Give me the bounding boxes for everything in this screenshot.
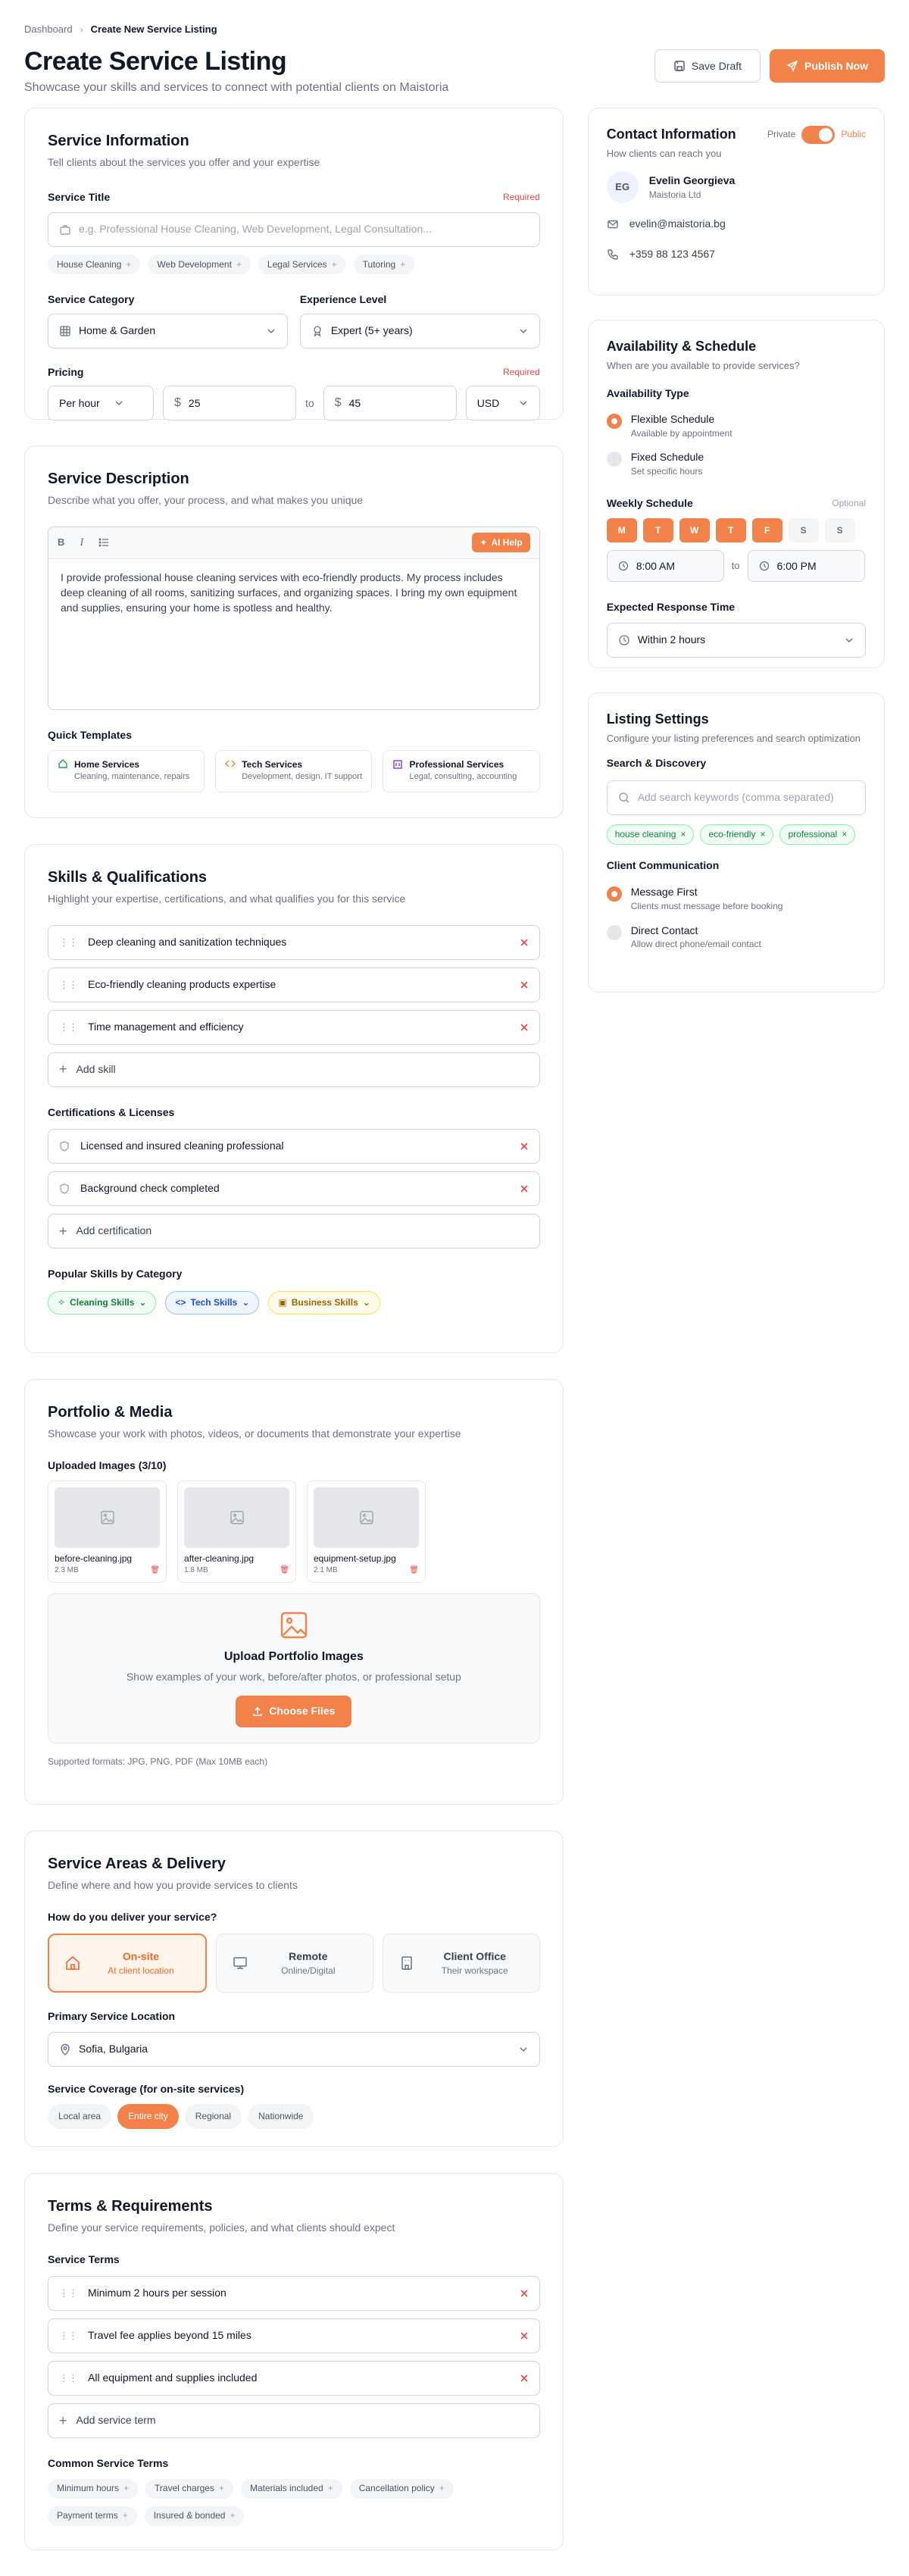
title-suggestion-chip[interactable] (48, 255, 140, 274)
skills-card (24, 844, 564, 1353)
contact-company: Maistoria Ltd (648, 189, 701, 200)
keyword-tag[interactable] (779, 824, 855, 845)
clock-icon (618, 561, 629, 571)
experience-label: Experience Level (299, 293, 387, 306)
chip-label: Web Development (157, 258, 232, 270)
service-title-input[interactable] (48, 212, 540, 247)
close-icon[interactable] (520, 938, 529, 947)
monitor-icon (232, 1955, 248, 1971)
editor-toolbar (48, 527, 539, 559)
common-term-chip[interactable] (145, 2479, 233, 2499)
plus-icon: + (59, 1223, 67, 1239)
delivery-onsite[interactable] (48, 1934, 207, 1993)
option-title: Message First (630, 886, 698, 899)
save-draft-label: Save Draft (691, 60, 742, 72)
drag-handle-icon[interactable]: ⋮⋮ (59, 2372, 77, 2384)
term-item (48, 2361, 540, 2396)
close-icon[interactable] (520, 1142, 529, 1151)
tag-label: professional (788, 828, 838, 839)
settings-desc: Configure your listing preferences and search optimization (606, 733, 861, 745)
chevron-down-icon: ⌄ (242, 1296, 250, 1308)
contact-phone[interactable]: +359 88 123 4567 (629, 247, 715, 260)
availability-desc: When are you available to provide services? (606, 360, 800, 372)
option-sub: Clients must message before booking (630, 900, 783, 911)
shield-icon (59, 1183, 70, 1194)
option-title: Fixed Schedule (630, 451, 704, 464)
plus-icon: + (123, 2483, 130, 2494)
add-term-button[interactable] (48, 2403, 540, 2438)
cert-item (48, 1171, 540, 1206)
term-text: Minimum 2 hours per session (88, 2287, 226, 2299)
delivery-sub: At client location (108, 1965, 174, 1976)
day-tuesday[interactable]: T (643, 518, 673, 542)
upload-icon (252, 1706, 263, 1717)
clock-icon (618, 634, 630, 646)
pricing-unit-select[interactable] (48, 386, 154, 420)
chevron-down-icon (114, 398, 124, 408)
day-monday[interactable]: M (607, 518, 637, 542)
phone-icon (607, 249, 619, 261)
common-terms-label: Common Service Terms (48, 2457, 169, 2470)
cert-text: Background check completed (80, 1182, 220, 1195)
availability-type-label: Availability Type (606, 387, 689, 400)
radio-unselected[interactable] (607, 925, 622, 940)
settings-card (588, 692, 885, 993)
map-pin-icon (59, 2043, 71, 2055)
day-wednesday[interactable]: W (679, 518, 710, 542)
breadcrumb (24, 23, 885, 36)
avatar: EG (607, 171, 639, 203)
drag-handle-icon[interactable]: ⋮⋮ (59, 2330, 77, 2342)
day-saturday[interactable]: S (789, 518, 819, 542)
category-value: Home & Garden (79, 324, 156, 336)
location-select[interactable] (48, 2032, 540, 2067)
flexible-schedule-option[interactable] (607, 412, 866, 439)
save-draft-button[interactable] (654, 49, 761, 83)
portfolio-card (24, 1379, 564, 1805)
section-title: Service Description (48, 470, 189, 487)
service-title-placeholder: e.g. Professional House Cleaning, Web Development, Legal Consultation... (79, 223, 432, 236)
drag-handle-icon[interactable]: ⋮⋮ (59, 2287, 77, 2299)
image-size: 2.1 MB (314, 1565, 338, 1574)
end-time-input[interactable] (748, 550, 865, 582)
image-icon (314, 1487, 419, 1548)
sparkles-icon: ✧ (58, 1296, 66, 1308)
direct-contact-option[interactable] (607, 924, 866, 951)
template-tech[interactable] (215, 750, 372, 792)
templates-label: Quick Templates (48, 728, 133, 741)
popular-business-skills[interactable] (268, 1291, 380, 1315)
description-textarea[interactable]: I provide professional house cleaning services with eco-friendly products. My process includes deep cleaning of all rooms, sanitizing surfaces, and organizing spaces. I bring my own equipment and supplies, ensuring your home is spotless and healthy. (61, 571, 517, 614)
common-term-chip[interactable] (145, 2506, 245, 2526)
radio-selected[interactable] (607, 886, 622, 902)
section-title: Portfolio & Media (48, 1404, 173, 1421)
clock-icon (759, 561, 770, 571)
title-suggestion-chip[interactable] (148, 255, 251, 274)
common-term-chip[interactable] (48, 2506, 137, 2526)
chip-label: Materials included (249, 2483, 323, 2494)
skill-text: Eco-friendly cleaning products expertise (88, 977, 276, 990)
dollar-icon: $ (174, 396, 181, 410)
option-sub: Set specific hours (630, 465, 703, 477)
keyword-tag[interactable] (607, 824, 695, 845)
upload-title: Upload Portfolio Images (223, 1649, 364, 1663)
chevron-down-icon: ⌄ (362, 1296, 370, 1308)
day-sunday[interactable]: S (825, 518, 855, 542)
add-skill-label: Add skill (76, 1062, 116, 1075)
popular-cleaning-skills[interactable] (48, 1291, 156, 1315)
optional-badge: Optional (832, 498, 866, 509)
description-card (24, 445, 564, 818)
currency-value: USD (476, 396, 500, 409)
experience-select[interactable] (300, 314, 540, 349)
upload-dropzone[interactable] (48, 1593, 540, 1743)
chip-label: House Cleaning (57, 258, 122, 270)
image-size: 2.3 MB (55, 1565, 79, 1574)
start-time-input[interactable] (607, 550, 724, 582)
pill-label: Tech Skills (190, 1296, 238, 1308)
close-icon[interactable] (520, 2331, 529, 2340)
send-icon (786, 60, 798, 72)
description-editor (48, 527, 540, 710)
weekly-label: Weekly Schedule (606, 496, 693, 509)
areas-card (24, 1830, 564, 2147)
delivery-name: Client Office (443, 1949, 506, 1962)
price-to-label: to (305, 396, 314, 409)
upload-desc: Show examples of your work, before/after photos, or professional setup (126, 1671, 461, 1683)
day-friday[interactable]: F (752, 518, 782, 542)
delivery-name: On-site (122, 1949, 160, 1962)
plus-icon: + (439, 2483, 445, 2494)
save-icon (673, 60, 686, 72)
common-term-chip[interactable] (241, 2479, 342, 2499)
cert-item (48, 1129, 540, 1164)
plus-icon: + (218, 2483, 224, 2494)
template-professional[interactable] (383, 750, 539, 792)
close-icon[interactable] (520, 1023, 529, 1032)
pricing-unit-value: Per hour (59, 396, 100, 409)
add-term-label: Add service term (76, 2414, 156, 2427)
delivery-sub: Their workspace (441, 1965, 508, 1976)
cert-text: Licensed and insured cleaning professional (80, 1140, 284, 1152)
coverage-entire-city[interactable]: Entire city (117, 2104, 179, 2129)
pill-label: Business Skills (291, 1296, 358, 1308)
template-name: Tech Services (242, 759, 303, 771)
radio-unselected[interactable] (607, 452, 622, 467)
delivery-sub: Online/Digital (281, 1965, 336, 1976)
common-term-chip[interactable] (350, 2479, 454, 2499)
title-suggestions (48, 255, 540, 274)
end-time-value: 6:00 PM (776, 559, 817, 572)
keyword-tag[interactable] (700, 824, 773, 845)
portfolio-image[interactable] (177, 1480, 296, 1583)
bold-icon[interactable]: B (58, 536, 65, 548)
add-cert-label: Add certification (76, 1224, 152, 1237)
close-icon[interactable]: × (760, 828, 766, 839)
briefcase-icon: ▣ (278, 1296, 287, 1308)
chevron-down-icon (518, 326, 529, 336)
publish-button[interactable] (770, 49, 885, 83)
italic-icon[interactable]: I (80, 536, 84, 549)
plus-icon: + (236, 258, 242, 270)
coverage-label: Service Coverage (for on-site services) (48, 2082, 245, 2095)
image-icon (55, 1487, 160, 1548)
term-text: Travel fee applies beyond 15 miles (88, 2329, 251, 2342)
coverage-nationwide[interactable]: Nationwide (248, 2104, 314, 2129)
plus-icon: + (122, 2510, 128, 2521)
trash-icon[interactable]: 🗑 (280, 1565, 289, 1574)
choose-files-button[interactable] (236, 1696, 351, 1727)
page-subtitle: Showcase your skills and services to connect with potential clients on Maistoria (24, 81, 449, 95)
radio-selected[interactable] (607, 414, 622, 429)
term-item (48, 2318, 540, 2353)
common-terms (48, 2479, 502, 2526)
required-badge: Required (502, 367, 540, 378)
skill-item (48, 968, 540, 1002)
experience-value: Expert (5+ years) (330, 324, 413, 336)
page-header (24, 47, 885, 108)
drag-handle-icon[interactable]: ⋮⋮ (59, 978, 77, 990)
chevron-right-icon: › (80, 23, 83, 35)
location-value: Sofia, Bulgaria (79, 2042, 148, 2055)
section-title: Service Information (48, 133, 189, 149)
tag-label: eco-friendly (708, 828, 756, 839)
option-sub: Available by appointment (630, 427, 733, 439)
image-upload-icon (278, 1609, 310, 1641)
close-icon[interactable]: × (680, 828, 686, 839)
availability-title: Availability & Schedule (606, 339, 757, 354)
option-sub: Allow direct phone/email contact (630, 939, 761, 950)
list-icon[interactable] (98, 537, 109, 548)
portfolio-image[interactable] (307, 1480, 426, 1583)
choose-files-label: Choose Files (269, 1705, 336, 1718)
skill-text: Time management and efficiency (88, 1020, 244, 1033)
popular-label: Popular Skills by Category (48, 1268, 183, 1280)
add-skill-button[interactable] (48, 1052, 540, 1087)
availability-card (588, 320, 885, 668)
section-title: Terms & Requirements (48, 2198, 213, 2215)
section-desc: Highlight your expertise, certifications, and what qualifies you for this service (48, 893, 406, 905)
day-thursday[interactable]: T (716, 518, 746, 542)
chip-label: Payment terms (57, 2510, 118, 2521)
publish-label: Publish Now (804, 60, 868, 72)
chip-label: Minimum hours (57, 2483, 120, 2494)
plus-icon: + (126, 258, 132, 270)
drag-handle-icon[interactable]: ⋮⋮ (59, 1021, 77, 1033)
contact-email[interactable]: evelin@maistoria.bg (629, 217, 726, 230)
shield-icon (59, 1141, 70, 1152)
section-desc: Describe what you offer, your process, and what makes you unique (48, 494, 364, 506)
plus-icon: + (327, 2483, 333, 2494)
close-icon[interactable] (520, 1184, 529, 1193)
award-icon (311, 325, 323, 337)
building-icon (398, 1955, 415, 1971)
section-desc: Define your service requirements, policies, and what clients should expect (48, 2221, 395, 2234)
chevron-down-icon (518, 398, 529, 408)
add-cert-button[interactable] (48, 1214, 540, 1249)
term-item (48, 2276, 540, 2311)
mail-icon (607, 218, 619, 230)
title-suggestion-chip[interactable] (354, 255, 415, 274)
category-select[interactable] (48, 314, 288, 349)
uploaded-label: Uploaded Images (3/10) (48, 1458, 167, 1471)
close-icon[interactable] (520, 980, 529, 989)
message-first-option[interactable] (607, 885, 866, 912)
delivery-label: How do you deliver your service? (48, 1910, 217, 1923)
private-label: Private (767, 129, 796, 140)
price-to-value: 45 (348, 396, 361, 409)
common-term-chip[interactable] (48, 2479, 138, 2499)
close-icon[interactable] (520, 2374, 529, 2383)
service-info-card (24, 108, 564, 420)
template-name: Professional Services (409, 759, 504, 771)
search-icon (618, 792, 630, 804)
template-sub: Development, design, IT support (242, 771, 363, 781)
trash-icon[interactable]: 🗑 (150, 1565, 160, 1574)
service-title-label: Service Title (48, 190, 111, 203)
public-label: Public (841, 129, 866, 140)
visibility-toggle[interactable] (801, 126, 835, 144)
image-name: before-cleaning.jpg (55, 1553, 133, 1565)
popular-tech-skills[interactable] (165, 1291, 259, 1315)
section-title: Skills & Qualifications (48, 869, 208, 886)
code-icon: <> (175, 1296, 186, 1308)
comm-label: Client Communication (606, 858, 720, 871)
chevron-down-icon: ⌄ (139, 1296, 147, 1308)
trash-icon[interactable]: 🗑 (409, 1565, 419, 1574)
chip-label: Travel charges (155, 2483, 214, 2494)
option-title: Direct Contact (630, 924, 698, 936)
skill-text: Deep cleaning and sanitization techniques (88, 935, 287, 948)
fixed-schedule-option[interactable] (607, 450, 866, 477)
pill-label: Cleaning Skills (70, 1296, 135, 1308)
template-sub: Legal, consulting, accounting (409, 771, 517, 781)
terms-card (24, 2173, 564, 2550)
image-icon (184, 1487, 289, 1548)
response-time-select[interactable] (607, 623, 866, 658)
chevron-down-icon (266, 326, 276, 336)
start-time-value: 8:00 AM (636, 559, 676, 572)
breadcrumb-dashboard[interactable]: Dashboard (24, 23, 73, 35)
close-icon[interactable]: × (842, 828, 848, 839)
portfolio-image[interactable] (48, 1480, 167, 1583)
plus-icon: + (400, 258, 406, 270)
section-desc: Tell clients about the services you offer and your expertise (48, 156, 320, 168)
image-size: 1.8 MB (184, 1565, 208, 1574)
chip-label: Legal Services (267, 258, 327, 270)
keywords-input[interactable] (607, 780, 866, 815)
delivery-remote[interactable] (216, 1934, 373, 1993)
price-from-input[interactable] (163, 386, 296, 420)
chip-label: Cancellation policy (358, 2483, 435, 2494)
required-badge: Required (502, 191, 540, 202)
response-time-value: Within 2 hours (637, 633, 706, 646)
section-desc: Showcase your work with photos, videos, or documents that demonstrate your expertise (48, 1427, 461, 1440)
title-suggestion-chip[interactable] (258, 255, 346, 274)
term-text: All equipment and supplies included (88, 2371, 258, 2384)
grid-icon (59, 325, 71, 337)
time-to-label: to (731, 560, 740, 572)
building-icon (392, 758, 403, 769)
chip-label: Tutoring (362, 258, 396, 270)
terms-label: Service Terms (48, 2252, 120, 2265)
skill-item (48, 1010, 540, 1045)
template-name: Home Services (74, 759, 140, 771)
chevron-down-icon (518, 2044, 529, 2055)
ai-help-button[interactable] (472, 533, 529, 553)
location-label: Primary Service Location (48, 2010, 176, 2023)
contact-card (588, 108, 885, 295)
contact-title: Contact Information (606, 127, 736, 142)
briefcase-icon (59, 224, 71, 236)
contact-name: Evelin Georgieva (648, 174, 736, 187)
chip-label: Insured & bonded (153, 2510, 226, 2521)
category-label: Service Category (48, 293, 135, 306)
tag-label: house cleaning (614, 828, 676, 839)
chevron-down-icon (844, 635, 854, 646)
ai-help-label: AI Help (491, 536, 523, 548)
currency-select[interactable] (466, 386, 540, 420)
plus-icon: + (230, 2510, 236, 2521)
plus-icon: + (331, 258, 337, 270)
skill-item (48, 925, 540, 960)
search-label: Search & Discovery (606, 757, 707, 770)
home-icon (58, 758, 68, 769)
response-label: Expected Response Time (606, 601, 736, 614)
coverage-regional[interactable]: Regional (185, 2104, 242, 2129)
formats-note: Supported formats: JPG, PNG, PDF (Max 10MB each) (48, 1755, 268, 1767)
sparkles-icon: ✦ (479, 536, 488, 548)
template-sub: Cleaning, maintenance, repairs (74, 771, 190, 781)
image-name: equipment-setup.jpg (314, 1553, 396, 1565)
price-from-value: 25 (188, 396, 201, 409)
cert-label: Certifications & Licenses (48, 1105, 175, 1118)
drag-handle-icon[interactable]: ⋮⋮ (59, 936, 77, 948)
breadcrumb-current: Create New Service Listing (90, 23, 217, 35)
option-title: Flexible Schedule (630, 412, 715, 425)
pricing-label: Pricing (48, 365, 84, 378)
coverage-local[interactable]: Local area (48, 2104, 111, 2129)
contact-desc: How clients can reach you (606, 148, 722, 160)
close-icon[interactable] (520, 2289, 529, 2298)
image-name: after-cleaning.jpg (184, 1553, 255, 1565)
template-home[interactable] (48, 750, 205, 792)
section-title: Service Areas & Delivery (48, 1855, 226, 1872)
code-icon (225, 758, 236, 769)
price-to-input[interactable] (323, 386, 457, 420)
plus-icon: + (59, 2412, 67, 2428)
delivery-client-office[interactable] (383, 1934, 540, 1993)
keywords-placeholder: Add search keywords (comma separated) (637, 791, 834, 804)
page-title: Create Service Listing (24, 47, 287, 76)
delivery-name: Remote (289, 1949, 328, 1962)
settings-title: Listing Settings (606, 711, 709, 727)
section-desc: Define where and how you provide services to clients (48, 1879, 298, 1891)
plus-icon: + (59, 1061, 67, 1077)
dollar-icon: $ (334, 396, 342, 410)
home-icon (64, 1955, 81, 1971)
